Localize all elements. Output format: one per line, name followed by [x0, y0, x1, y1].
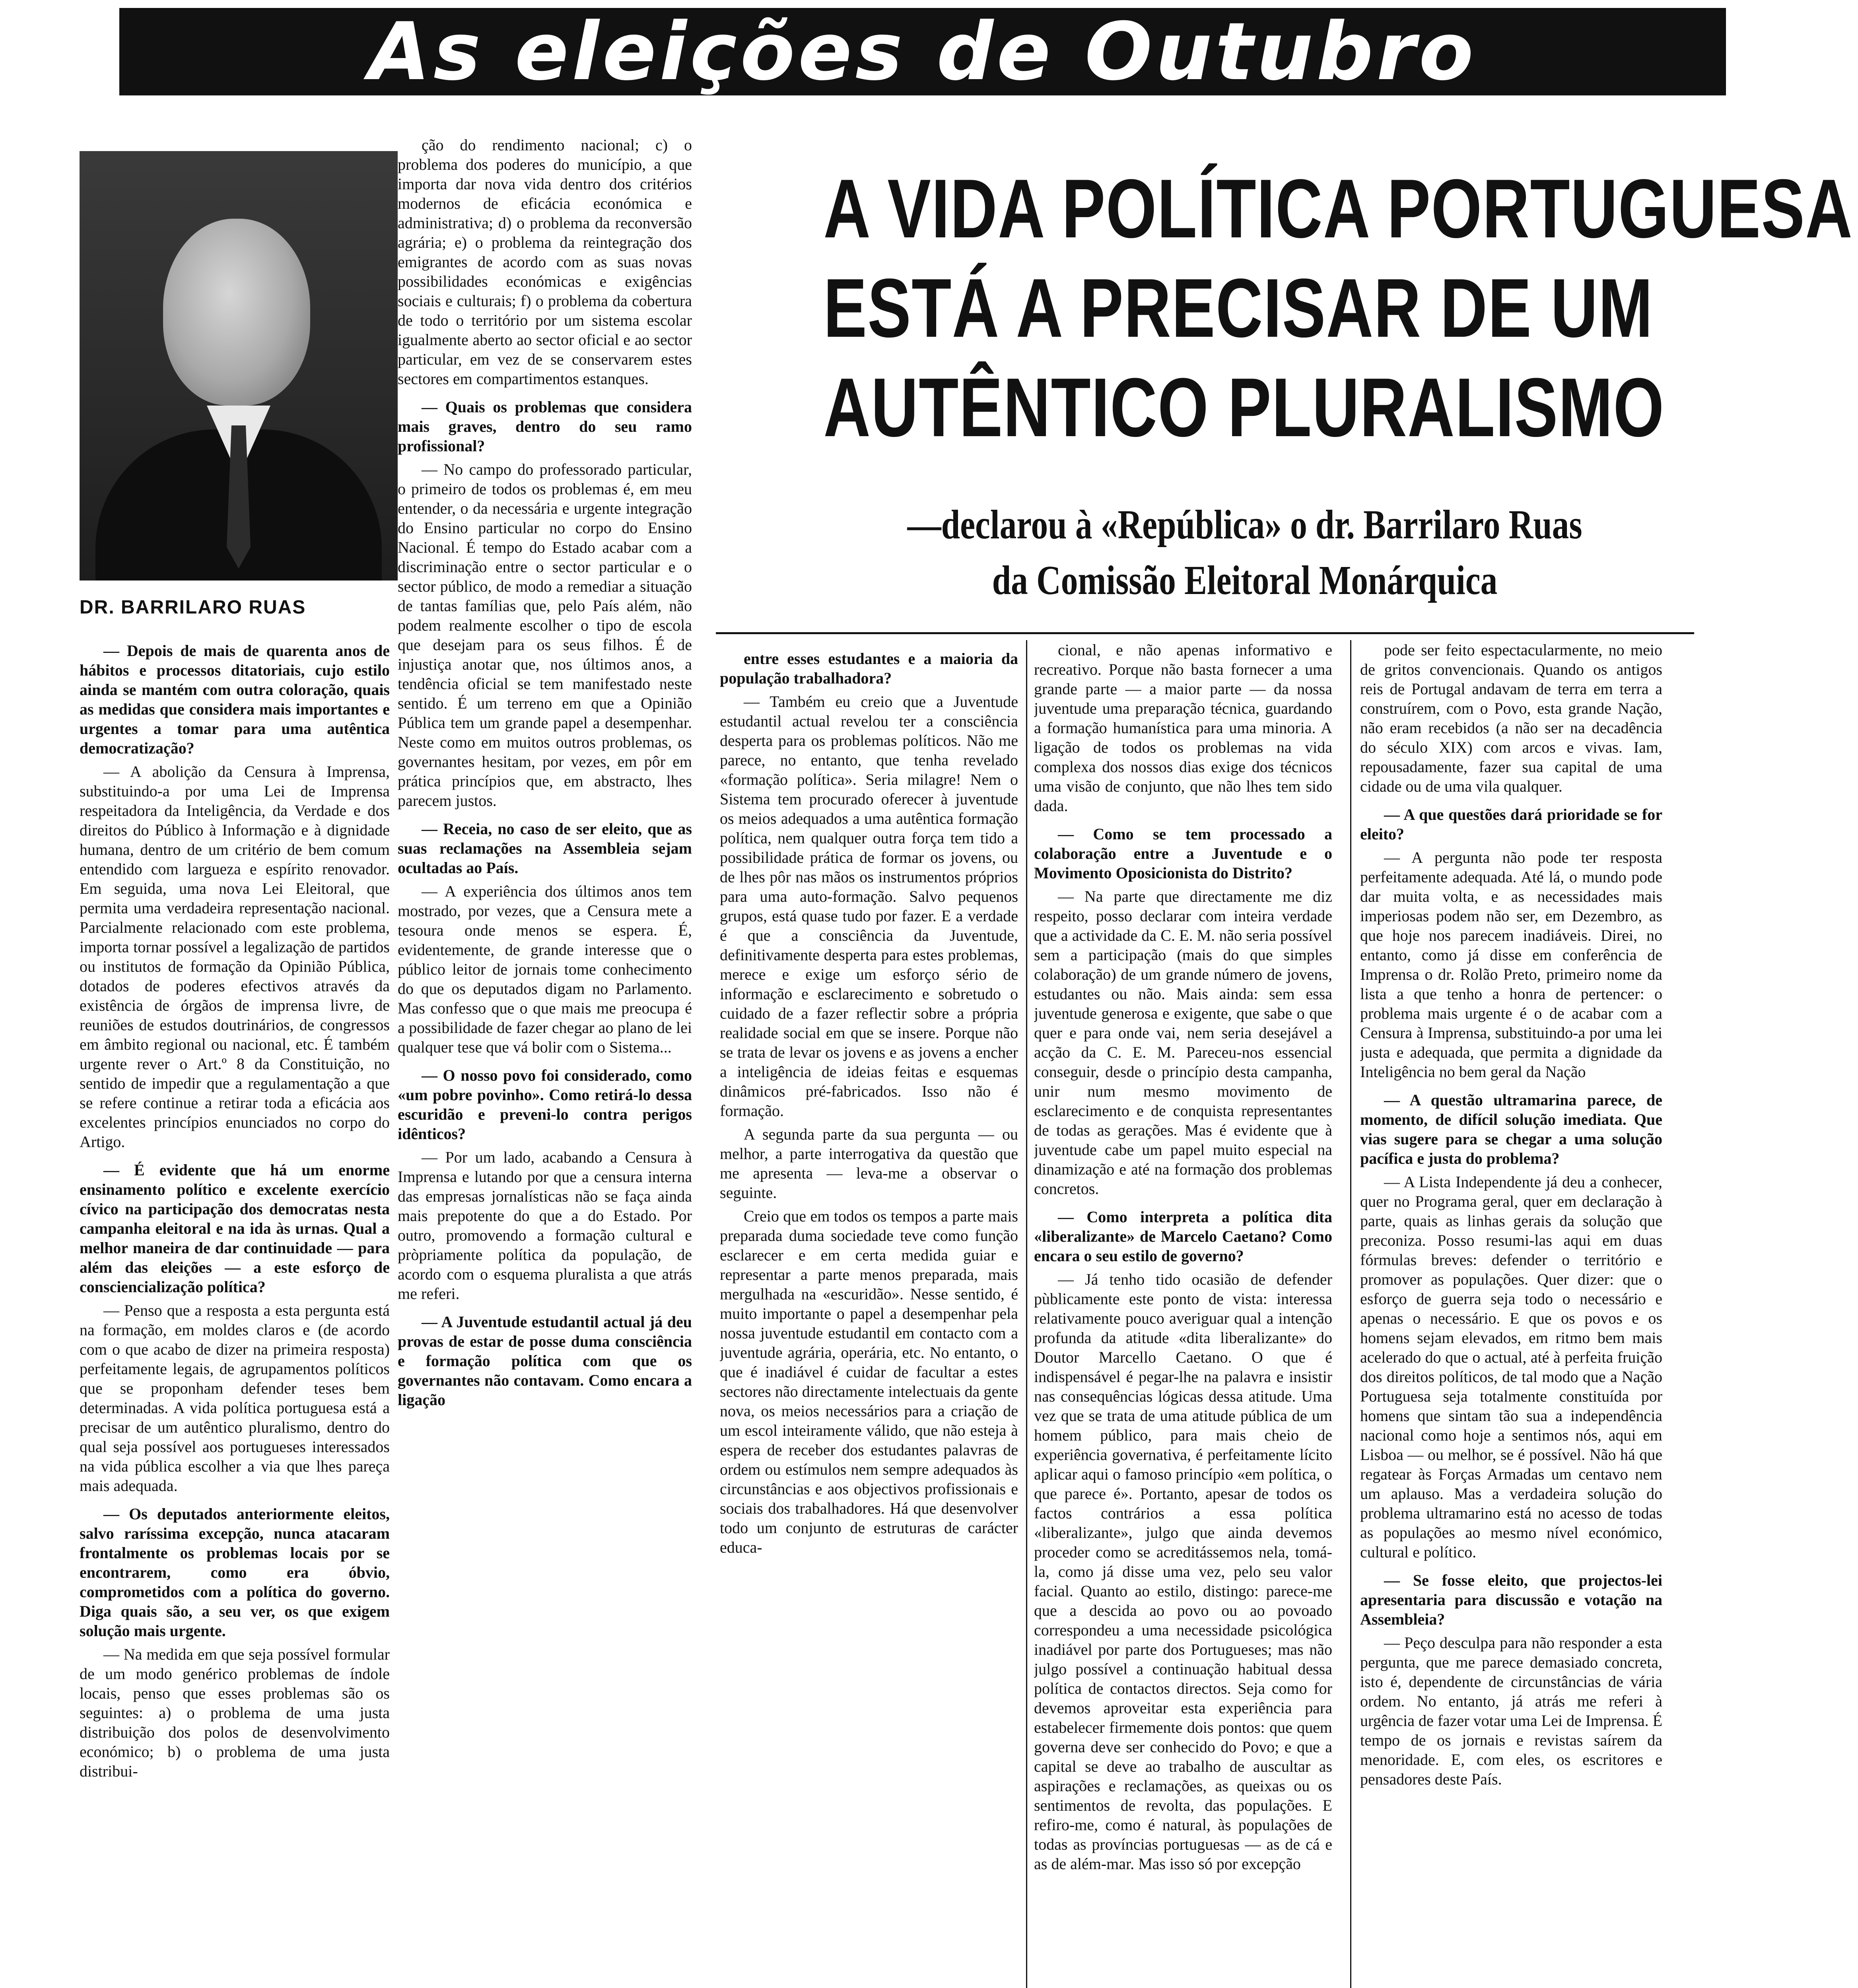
interview-question: — É evidente que há um enorme ensinamento político e excelente exercício cívico na participação dos democratas nesta campanha eleitoral e na ida às urnas. Qual a melhor maneira de dar continuidade — para além das eleições — a este esforço de consciencialização política?: [80, 1161, 390, 1296]
column-divider-3-4: [1026, 640, 1027, 1988]
interview-question: — A que questões dará prioridade se for eleito?: [1360, 806, 1662, 843]
article-column-5: [1360, 640, 1662, 1988]
interview-paragraph: — Por um lado, acabando a Censura à Imprensa e lutando por que a censura interna das empresas jornalísticas não se faça ainda mais prepotente do que a do Estado. Por outro, promovendo a formação cultural e pròpriamente política da população, de acordo com o esquema pluralista a que atrás me referi.: [398, 1148, 692, 1303]
interview-paragraph: ção do rendimento nacional; c) o problema dos poderes do município, a que importa dar nova vida dentro dos critérios modernos de eficácia económica e administrativa; d) o problema da reconversão agrária; e) o problema da reintegração dos emigrantes de acordo com as suas novas possibilidades económicas e exigências sociais e culturais; f) o problema da cobertura de todo o território por um sistema escolar igualmente aberto ao sector oficial e ao sector particular, em vez de se conservarem estes sectores em compartimentos estanques.: [398, 136, 692, 388]
interview-question: — Os deputados anteriormente eleitos, salvo raríssima excepção, nunca atacaram frontalmente os problemas locais por se encontrarem, como era óbvio, comprometidos com a política do governo. Diga quais são, a seu ver, os que exigem solução mais urgente.: [80, 1505, 390, 1640]
article-column-2: [398, 135, 692, 1988]
headline-line-3: AUTÊNTICO PLURALISMO: [823, 361, 1665, 454]
interview-question: — Depois de mais de quarenta anos de hábitos e processos ditatoriais, cujo estilo ainda se mantém com outra coloração, quais as medidas que considera mais importantes e urgentes a tomar para uma autêntica democratização?: [80, 642, 390, 757]
headline-line-1: A VIDA POLÍTICA PORTUGUESA: [823, 162, 1853, 255]
photo-caption: DR. BARRILARO RUAS: [80, 597, 306, 618]
interview-paragraph: pode ser feito espectacularmente, no meio de gritos convencionais. Quando os antigos reis de Portugal andavam de terra em terra a construírem, com o Povo, esta grande Nação, não eram recebidos (a não ser na decadência do século XIX) com arcos e vivas. Iam, repousadamente, fazer sua capital de uma cidade ou de uma vila qualquer.: [1360, 641, 1662, 795]
subheadline: [795, 497, 1694, 608]
interview-paragraph: — Penso que a resposta a esta pergunta está na formação, em moldes claros e (de acordo com o que acabo de dizer na primeira resposta) perfeitamente legais, de agrupamentos políticos que se proponham defender teses bem determinadas. A vida política portuguesa está a precisar de um autêntico pluralismo, dentro do qual seja possível aos portugueses interessados na vida pública escolher a via que lhes pareça mais adequada.: [80, 1301, 390, 1495]
subheadline-line-2: da Comissão Eleitoral Monárquica: [992, 557, 1498, 603]
interview-paragraph: — No campo do professorado particular, o primeiro de todos os problemas é, em meu entender, o da necessária e urgente integração do Ensino particular no corpo do Ensino Nacional. É tempo do Estado acabar com a discriminação entre o sector particular e o sector público, de modo a remediar a situação de tantas famílias que, pelo País além, não podem realmente escolher o tipo de escola que desejam para os seus filhos. É de injustiça anotar que, nos últimos anos, a tendência oficial se tem manifestado neste sentido. É um terreno em que a Opinião Pública tem um grande papel a desempenhar. Neste como em muitos outros problemas, os governantes hesitam, por vezes, em pôr em prática princípios que, em abstracto, lhes parecem justos.: [398, 460, 692, 810]
interview-paragraph: — A experiência dos últimos anos tem mostrado, por vezes, que a Censura mete a tesoura onde menos se espera. É, evidentemente, de grande interesse que o público leitor de jornais tome conhecimento do que os deputados digam no Parlamento. Mas confesso que o que mais me preocupa é a possibilidade de fazer chegar ao plano de lei qualquer tese que vá bolir com o Sistema...: [398, 882, 692, 1056]
interview-question: — A questão ultramarina parece, de momento, de difícil solução imediata. Que vias sugere para se chegar a uma solução pacífica e justa do problema?: [1360, 1091, 1662, 1167]
interview-paragraph: — A abolição da Censura à Imprensa, substituindo-a por uma Lei de Imprensa respeitadora da Inteligência, da Verdade e dos direitos do Público à Informação e à dignidade humana, dentro de um critério de bem comum entendido com largueza e espírito renovador. Em seguida, uma nova Lei Eleitoral, que permita uma verdadeira representação nacional. Parcialmente relacionado com este problema, importa tornar possível a legalização de partidos ou institutos de formação da Opinião Pública, dotados de poderes efectivos através da existência de órgãos de imprensa livre, de reuniões de estudos doutrinários, de congressos em âmbito regional ou nacional, etc. É também urgente rever o Art.º 8 da Constituição, no sentido de impedir que a regulamentação a que se refere continue a retirar toda a eficácia aos excelentes princípios enunciados no corpo do Artigo.: [80, 763, 390, 1151]
interview-question: — Como interpreta a política dita «liberalizante» de Marcelo Caetano? Como encara o seu estilo de governo?: [1034, 1208, 1332, 1265]
interview-question: — Quais os problemas que considera mais graves, dentro do seu ramo profissional?: [398, 398, 692, 455]
interview-paragraph: A segunda parte da sua pergunta — ou melhor, a parte interrogativa da questão que me apresenta — leva-me a observar o seguinte.: [720, 1125, 1018, 1202]
interview-paragraph: — Peço desculpa para não responder a esta pergunta, que me parece demasiado concreta, isto é, dependente de circunstâncias de vária ordem. No entanto, já atrás me referi à urgência de fazer votar uma Lei de Imprensa. É tempo de os jornais e revistas saírem da menoridade. E, com eles, os escritores e pensadores deste País.: [1360, 1634, 1662, 1788]
interview-paragraph: Creio que em todos os tempos a parte mais preparada duma sociedade teve como função esclarecer e em certa medida guiar e representar a parte menos preparada, mais mergulhada na «escuridão». Nesse sentido, é muito importante o papel a desempenhar pela nossa juventude estudantil em contacto com a juventude agrária, operária, etc. No entanto, o que é inadiável é cuidar de facultar a estes sectores não directamente intelectuais da gente nova, os meios necessários para a criação de um escol inteiramente válido, que não esteja à espera de receber dos estudantes palavras de ordem ou estímulos nem sempre adequados às circunstâncias e aos objectivos profissionais e sociais dos trabalhadores. Há que desenvolver todo um conjunto de estruturas de carácter educa-: [720, 1207, 1018, 1556]
article-column-3: [720, 640, 1018, 1988]
interview-paragraph: — Na parte que directamente me diz respeito, posso declarar com inteira verdade que a actividade da C. E. M. não seria possível sem a participação (mais do que simples colaboração) de um grande número de jovens, estudantes ou não. Mais ainda: sem essa juventude generosa e exigente, que sabe o que quer e para onde vai, nem seria desejável a acção da C. E. M. Pareceu-nos essencial conseguir, desde o princípio desta campanha, unir num mesmo movimento de esclarecimento e de conquista representantes de todas as gerações. Mas é evidente que à juventude cabe um papel muito especial na dinamização e até na formação dos problemas concretos.: [1034, 887, 1332, 1198]
interview-paragraph: — Também eu creio que a Juventude estudantil actual revelou ter a consciência desperta para os problemas políticos. Não me parece, no entanto, que tenha revelado «formação política». Seria milagre! Nem o Sistema tem procurado oferecer à juventude os meios adequados a uma autêntica formação política, nem qualquer outra força tem tido a possibilidade prática de formar os jovens, ou de lhes pôr nas mãos os instrumentos próprios para uma auto-formação. Salvo pequenos grupos, está quase tudo por fazer. E a verdade é que a consciência da Juventude, definitivamente desperta para estes problemas, merece e exige um esforço sério de informação e esclarecimento e sobretudo o cuidado de a fazer reflectir sobre a própria realidade social em que se insere. Porque não se trata de levar os jovens e as jovens a encher a inteligência de ideias feitas e esquemas dinâmicos pré-fabricados. Isso não é formação.: [720, 693, 1018, 1120]
interview-paragraph: — A pergunta não pode ter resposta perfeitamente adequada. Até lá, o mundo pode dar muita volta, e as necessidades mais imperiosas podem não ser, em Dezembro, as que hoje nos parecem inadiáveis. Direi, no entanto, como já disse em conferência de Imprensa o dr. Rolão Preto, primeiro nome da lista a que tenho a honra de pertencer: o problema mais urgente é o de acabar com a Censura à Imprensa, substituindo-a por uma lei justa e adequada, que permita a dignidade da Inteligência no bem geral da Nação: [1360, 848, 1662, 1081]
portrait-head: [163, 219, 310, 406]
interview-question: — O nosso povo foi considerado, como «um pobre povinho». Como retirá-lo dessa escuridão e preveni-lo contra perigos idênticos?: [398, 1066, 692, 1143]
interview-paragraph: cional, e não apenas informativo e recreativo. Porque não basta fornecer a uma grande parte — a maior parte — da nossa juventude uma preparação técnica, guardando a formação humanística para uma minoria. A ligação de todos os problemas na vida complexa dos nossos dias exige dos técnicos uma visão de conjunto, que não lhes tem sido dada.: [1034, 641, 1332, 815]
article-column-4: [1034, 640, 1332, 1988]
interview-question: — A Juventude estudantil actual já deu provas de estar de posse duma consciência e formação política com que os governantes não contavam. Como encara a ligação: [398, 1313, 692, 1409]
headline-line-2: ESTÁ A PRECISAR DE UM: [823, 261, 1654, 355]
headline: [716, 159, 1853, 457]
interview-question: entre esses estudantes e a maioria da população trabalhadora?: [720, 650, 1018, 687]
interview-question: — Receia, no caso de ser eleito, que as suas reclamações na Assembleia sejam ocultadas ao País.: [398, 820, 692, 877]
subheadline-line-1: —declarou à «República» o dr. Barrilaro Ruas: [907, 502, 1582, 547]
article-column-1: [80, 632, 390, 1988]
headline-rule: [716, 632, 1694, 634]
interview-question: — Se fosse eleito, que projectos-lei apresentaria para discussão e votação na Assembleia?: [1360, 1571, 1662, 1628]
interview-question: — Como se tem processado a colaboração entre a Juventude e o Movimento Oposicionista do Distrito?: [1034, 825, 1332, 882]
section-banner: [119, 5, 1726, 98]
portrait-photo: [80, 151, 398, 580]
banner-title: As eleições de Outubro: [368, 5, 1477, 98]
interview-paragraph: — Já tenho tido ocasião de defender pùblicamente este ponto de vista: interessa relativamente pouco averiguar qual a intenção profunda da atitude «dita liberalizante» do Doutor Marcello Caetano. O que é indispensável é pegar-lhe na palavra e insistir nas consequências lógicas dessa atitude. Uma vez que se trata de uma atitude pública de um homem público, para mais cheio de experiência governativa, é perfeitamente lícito aplicar aqui o famoso princípio «em política, o que parece é». Portanto, apesar de todos os factos contrários a essa política «liberalizante», julgo que ainda devemos proceder como se acreditássemos nela, tomá-la, como já disse uma vez, pelo seu valor facial. Quanto ao estilo, distingo: parece-me que a descida ao povo ou ao povoado correspondeu a uma necessidade psicológica inadiável por parte dos Portugueses; mas não julgo possível a continuação habitual dessa política de contactos directos. Seja como for devemos aproveitar esta experiência para estabelecer firmemente dois pontos: que quem governa deve ser conhecido do Povo; e que a capital se deve ao trabalho de auscultar as aspirações e reclamações, as queixas ou os sentimentos de revolta, das populações. E refiro-me, como é natural, às populações de todas as províncias portuguesas — as de cá e as de além-mar. Mas isso só por excepção: [1034, 1270, 1332, 1873]
column-divider-4-5: [1350, 640, 1351, 1988]
interview-paragraph: — A Lista Independente já deu a conhecer, quer no Programa geral, quer em declaração à parte, quais as linhas gerais da solução que preconiza. Posso resumi-las aqui em duas fórmulas breves: defender o território e promover as populações. Quer dizer: que o esforço de guerra seja todo o necessário e apenas o necessário. E que os povos e os homens sejam elevados, em ritmo bem mais acelerado do que o actual, até à perfeita fruição dos direitos políticos, de tal modo que a Nação Portuguesa seja totalmente constituída por homens que sintam tão sua a independência nacional como hoje a sentimos nós, aqui em Lisboa — ou melhor, se é possível. Não há que regatear às Forças Armadas um centavo nem um aplauso. Mas a verdadeira solução do problema ultramarino está no acesso de todas as populações ao mesmo nível económico, cultural e político.: [1360, 1173, 1662, 1561]
interview-paragraph: — Na medida em que seja possível formular de um modo genérico problemas de índole locais, penso que esses problemas são os seguintes: a) o problema de uma justa distribuição dos polos de desenvolvimento económico; b) o problema de uma justa distribui-: [80, 1645, 390, 1780]
